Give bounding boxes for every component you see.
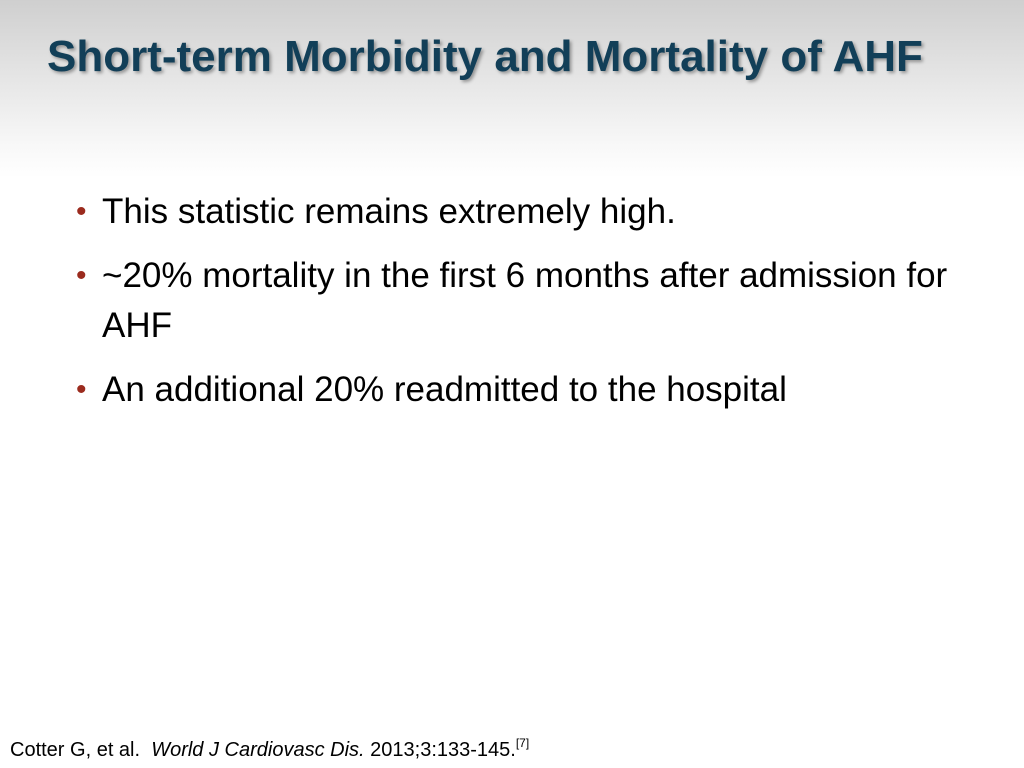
bullet-item <box>76 251 956 351</box>
bullet-item <box>76 187 956 237</box>
bullet-text: ~20% mortality in the first 6 months after admission for AHF <box>102 256 948 345</box>
bullet-text: This statistic remains extremely high. <box>102 192 676 231</box>
citation-authors: Cotter G, et al. <box>10 739 141 761</box>
citation <box>10 736 529 764</box>
bullet-text: An additional 20% readmitted to the hospital <box>102 370 787 409</box>
title-band <box>0 0 1024 178</box>
bullet-list <box>76 187 956 429</box>
bullet-marker-icon: • <box>76 373 87 406</box>
slide-title: Short-term Morbidity and Mortality of AHF <box>47 32 923 81</box>
bullet-item <box>76 365 956 415</box>
citation-reference: [7] <box>515 736 530 750</box>
citation-details: 2013;3:133-145. <box>370 739 516 761</box>
bullet-marker-icon: • <box>76 259 87 292</box>
bullet-marker-icon: • <box>76 195 87 228</box>
citation-journal: World J Cardiovasc Dis. <box>151 739 365 761</box>
